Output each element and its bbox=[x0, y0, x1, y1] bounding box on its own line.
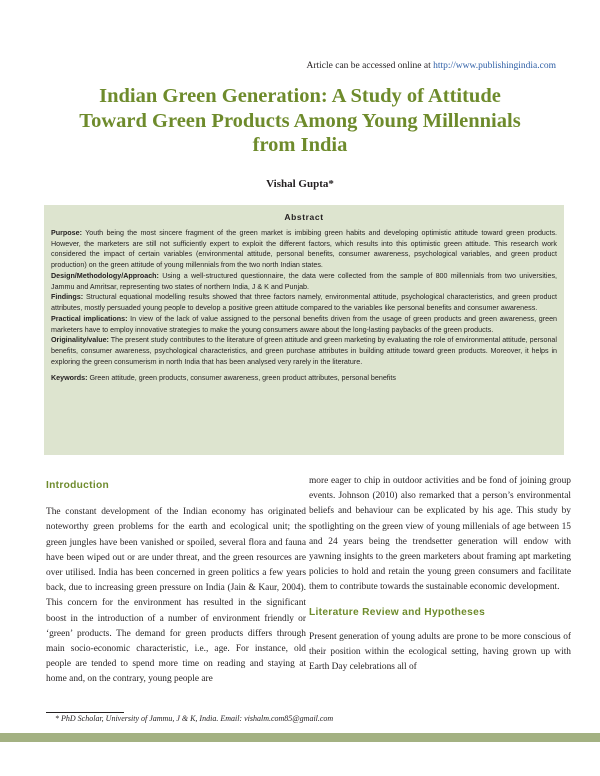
introduction-heading: Introduction bbox=[46, 480, 110, 491]
title-line-3: from India bbox=[252, 134, 348, 156]
purpose-label: Purpose: bbox=[51, 228, 82, 237]
purpose-text: Youth being the most sincere fragment of the green market is imbibing green habits and developing optimistic attitude toward green products. However, the marketers are still not sufficiently expert to exploit the different factors, which results into this optimistic green attitude. This research work considered the impact of certain variables (environmental attitude, personal benefits, consumer awareness, psychological variables, and green product production) on the green attitude of young millennials from the two north Indian states. bbox=[51, 228, 558, 269]
abstract-heading: Abstract bbox=[284, 212, 324, 222]
abstract-purpose bbox=[51, 228, 557, 271]
left-column bbox=[46, 478, 306, 688]
findings-text: Structural equational modelling results showed that three factors namely, environmental attitude, psychological characteristics, and green product attributes, mostly persuaded young people to develop a positive green attitude compared to the variables like personal benefits and consumer awareness. bbox=[51, 293, 558, 312]
abstract-keywords bbox=[51, 373, 557, 384]
author-name: Vishal Gupta* bbox=[266, 178, 334, 190]
design-text: Using a well-structured questionnaire, the data were collected from the sample of 800 millennials from two universities, Jammu and Amritsar, representing two states of northern India, J & K and Punjab. bbox=[51, 271, 557, 291]
originality-label: Originality/value: bbox=[51, 336, 109, 345]
title-line-2: Toward Green Products Among Young Millennials bbox=[79, 109, 521, 132]
originality-text: The present study contributes to the literature of green attitude and green marketing by evaluating the role of environmental attitude, personal benefits, consumer awareness, psychological characteristics, and green purchase attributes in building attitude toward green products. Moreover, it helps in exploring the green consumerism in north India that has been analysed very rarely in the literature. bbox=[51, 336, 557, 366]
introduction-continuation: more eager to chip in outdoor activities and be fond of joining group events. Johnson (2010) also remarked that a person’s environmental beliefs and behaviour can be explicated by his age. This study by spotlighting on the green view of young millenials of age between 15 and 24 years being the trendsetter generation will endow with yawning insights to the green marketers about framing apt marketing policies to hold and retain the young green consumers and facilitate them to contribute towards the sustainable economic development. bbox=[309, 476, 571, 593]
footer-band bbox=[0, 733, 600, 742]
implications-text: In view of the lack of value assigned to the personal benefits driven from the usage of green products and green awareness, green marketers have to employ innovative strategies to make the young consumers aware about the long-lasting paybacks of the green products. bbox=[51, 314, 558, 334]
design-label: Design/Methodology/Approach: bbox=[51, 271, 159, 280]
implications-label: Practical implications: bbox=[51, 314, 128, 323]
right-column bbox=[309, 474, 571, 675]
literature-heading: Literature Review and Hypotheses bbox=[309, 606, 486, 618]
title-line-1: Indian Green Generation: A Study of Attitude bbox=[99, 85, 501, 107]
abstract-originality bbox=[51, 335, 557, 367]
author-footnote: * PhD Scholar, University of Jammu, J & K, India. Email: vishalm.com85@gmail.com bbox=[55, 714, 334, 723]
keywords-text: Green attitude, green products, consumer awareness, green product attributes, personal benefits bbox=[89, 373, 396, 382]
abstract-findings bbox=[51, 292, 557, 314]
abstract-box bbox=[44, 205, 564, 455]
abstract-implications bbox=[51, 314, 557, 336]
publisher-link[interactable]: http://www.publishingindia.com bbox=[433, 61, 556, 71]
introduction-text: The constant development of the Indian economy has originated noteworthy green problems for the earth and ecological unit; the green jungles have been vanished or spoiled, several flora and fauna have been wiped out or are under threat, and the green resources are over utilised. India has been concerned in green politics a few years back, due to increasing green pressure on India (Jain & Kaur, 2004). This concern for the environment has resulted in the significant boost in the introduction of a number of environment friendly or ‘green’ products. The demand for green products differs through main socio-economic characteristic, i.e., age. For instance, old people are tended to spend more time on reading and staying at home and, on the contrary, young people are bbox=[46, 507, 306, 685]
footnote-divider bbox=[46, 712, 124, 713]
literature-text: Present generation of young adults are prone to be more conscious of their position within the ecological setting, having grown up with Earth Day celebrations all of bbox=[309, 631, 571, 673]
abstract-design bbox=[51, 271, 557, 293]
access-text: Article can be accessed online at bbox=[306, 61, 431, 71]
paper-title bbox=[40, 84, 560, 158]
access-note bbox=[307, 61, 557, 71]
keywords-label: Keywords: bbox=[51, 373, 88, 382]
findings-label: Findings: bbox=[51, 293, 84, 302]
